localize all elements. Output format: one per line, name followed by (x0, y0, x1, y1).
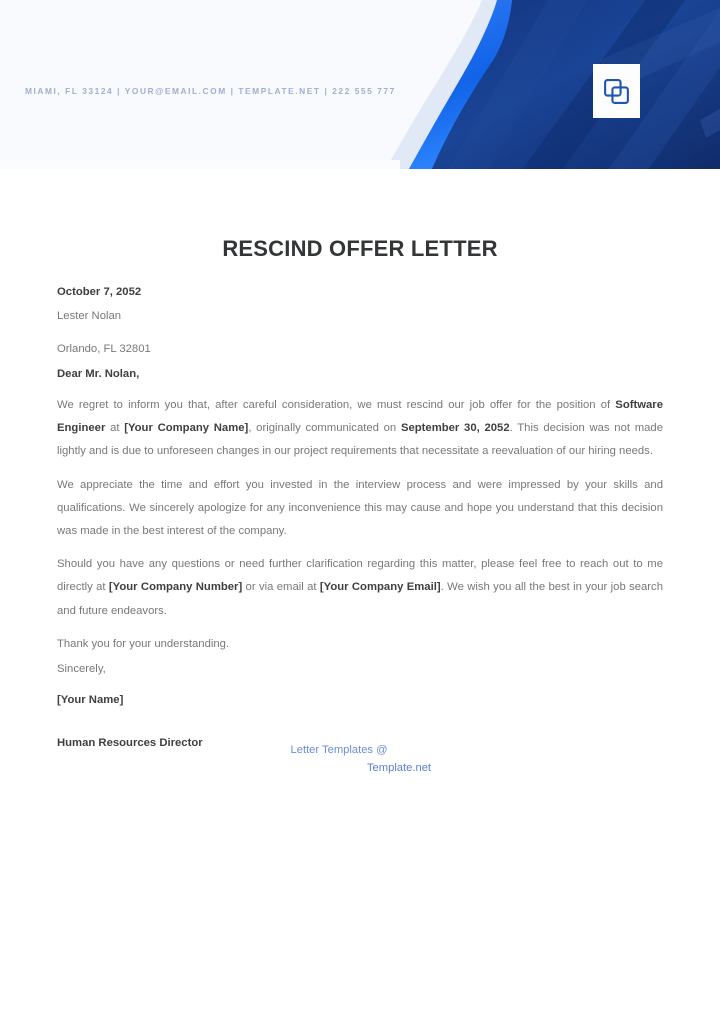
recipient-name: Lester Nolan (57, 310, 122, 322)
p3-company-email: [Your Company Email] (319, 581, 441, 594)
footer-credit (0, 740, 720, 776)
p1-position: Software Engineer (57, 399, 663, 435)
p1-seg2: at (105, 422, 125, 435)
p1-seg4: . This decision was not made lightly and is due to unforeseen changes in our project requirements that necessitate a reevaluation of our hiring needs. (57, 422, 663, 458)
p3-seg2: or via email at (242, 581, 320, 594)
letterhead-header (0, 0, 720, 169)
p3-company-number: [Your Company Number] (108, 581, 243, 594)
letter-templates-link[interactable]: Letter Templates @ (290, 744, 388, 756)
meta-spacer (57, 326, 663, 340)
paragraph-2: We appreciate the time and effort you invested in the interview process and were impressed by your skills and qualifications. We sincerely apologize for any inconvenience this may cause and hope you understand that this decision was made in the best interest of the company. (57, 478, 663, 538)
header-contact-line: MIAMI, FL 33124 | YOUR@EMAIL.COM | TEMPLATE.NET | 222 555 777 (25, 86, 396, 96)
template-net-link[interactable]: Template.net (366, 762, 432, 774)
page-title: RESCIND OFFER LETTER (222, 236, 498, 261)
footer-line-1-wrap (0, 740, 720, 758)
signer-role: Human Resources Director (57, 737, 203, 750)
letter-body (57, 283, 663, 756)
letter-date: October 7, 2052 (57, 286, 142, 298)
paragraph-1 (57, 394, 663, 464)
footer-line-2-wrap (0, 758, 720, 776)
company-logo[interactable] (593, 64, 640, 118)
paragraph-3 (57, 553, 663, 623)
closing-line: Sincerely, (57, 663, 106, 676)
p1-offer-date: September 30, 2052 (400, 422, 510, 435)
p1-seg1: We regret to inform you that, after careful consideration, we must rescind our job offer for the position of (57, 399, 616, 411)
overlapping-squares-logo-icon (603, 78, 630, 105)
recipient-address: Orlando, FL 32801 (57, 343, 151, 355)
p1-company-name: [Your Company Name] (124, 422, 249, 435)
p1-seg3: , originally communicated on (248, 422, 401, 435)
signer-name: [Your Name] (57, 694, 124, 707)
salutation: Dear Mr. Nolan, (57, 368, 140, 380)
p3-seg1: Should you have any questions or need further clarification regarding this matter, please feel free to reach out to me directly at (57, 558, 663, 594)
p3-seg3: . We wish you all the best in your job search and future endeavors. (57, 581, 663, 617)
thanks-line: Thank you for your understanding. (57, 637, 230, 650)
